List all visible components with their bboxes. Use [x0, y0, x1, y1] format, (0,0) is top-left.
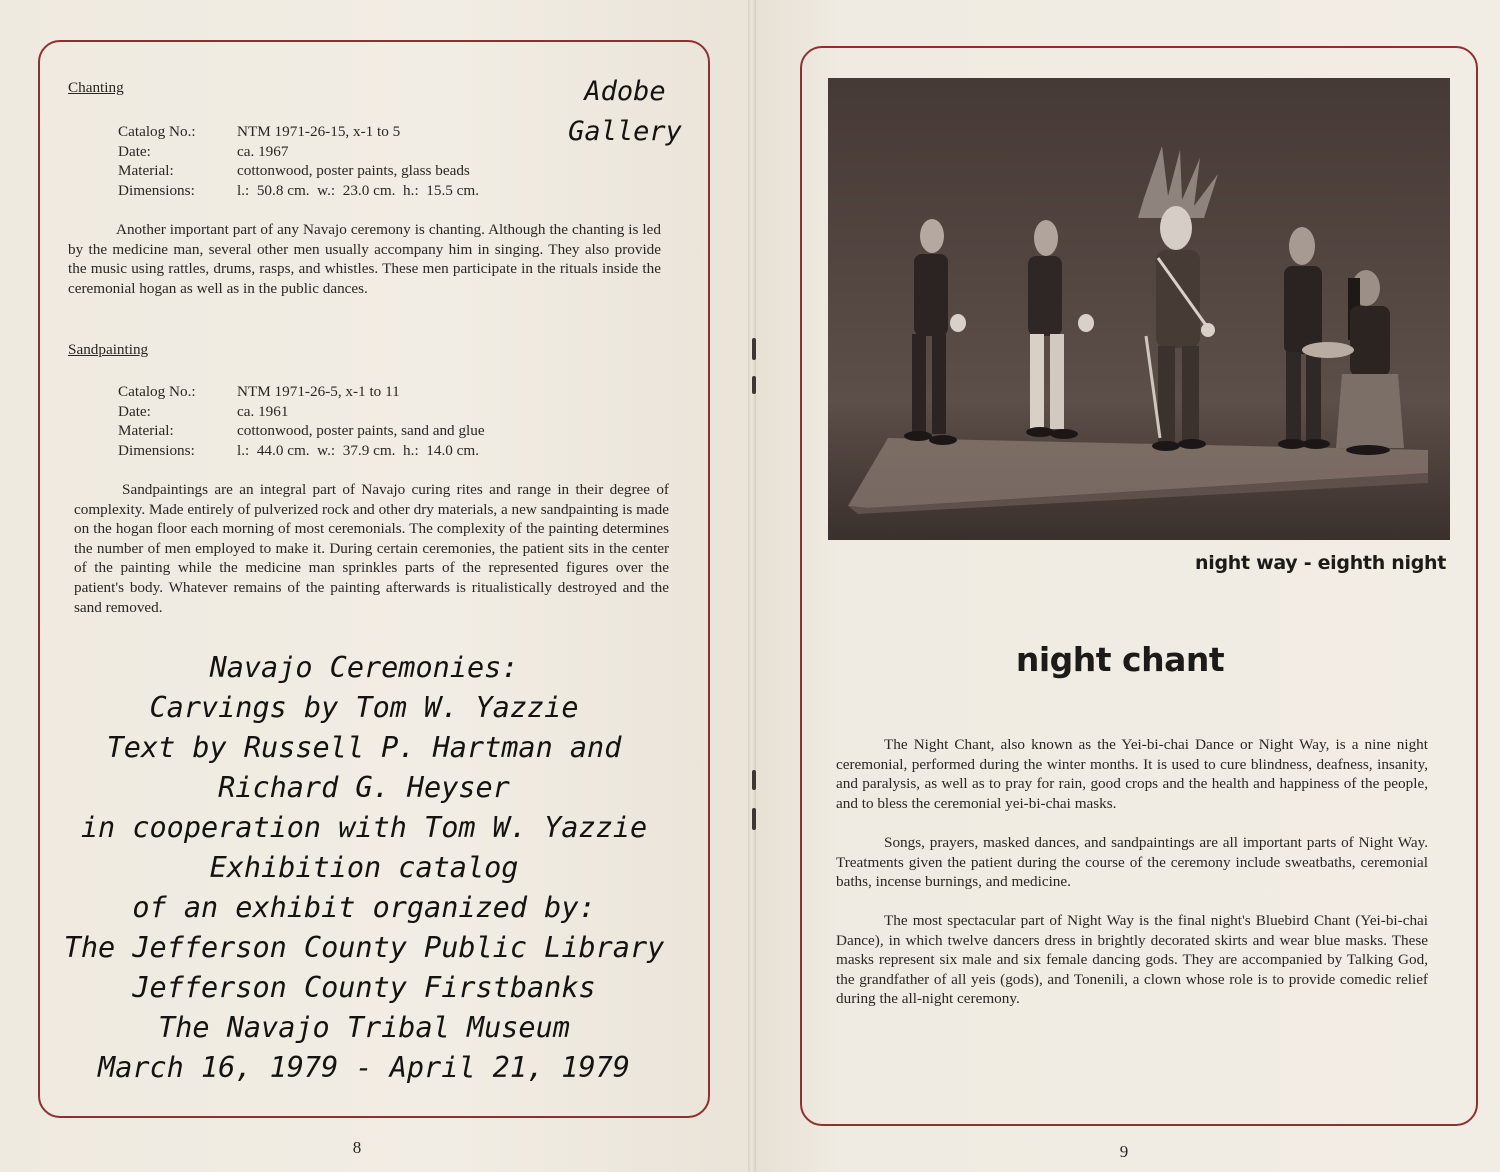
catalog-key: Catalog No.:	[118, 383, 196, 400]
page-number-right: 9	[1119, 1142, 1129, 1161]
catalog-row	[118, 402, 485, 422]
credit-line: March 16, 1979 - April 21, 1979	[98, 1051, 630, 1084]
catalog-row	[118, 382, 485, 402]
gallery-stamp	[560, 72, 690, 152]
staple-bottom-lower	[752, 808, 756, 830]
book-spine	[748, 0, 756, 1172]
photo-caption: night way - eighth night	[1195, 552, 1446, 574]
credit-line: Text by Russell P. Hartman and	[106, 731, 622, 764]
catalog-key: Dimensions:	[118, 181, 195, 199]
stamp-line: Adobe	[584, 76, 666, 107]
catalog-value: ca. 1961	[237, 402, 289, 420]
credit-line: Navajo Ceremonies:	[209, 651, 519, 684]
sandpainting-paragraph: Sandpaintings are an integral part of Navajo curing rites and range in their degree of complexity. Made entirely of pulverized rock and other dry materials, a new sandpainting is made on the hogan floor each morning of most ceremonials. The complexity of the painting determines the number of men employed to make it. During certain ceremonies, the patient sits in the center of the painting while the medicine man sprinkles parts of the represented figures over the patient's body. Whatever remains of the painting afterwards is ritualistically destroyed and the sand removed.	[74, 481, 669, 616]
catalog-row	[118, 441, 485, 461]
catalog-value: cottonwood, poster paints, sand and glue	[237, 422, 485, 440]
catalog-block-chanting	[118, 122, 479, 200]
catalog-value: l.: 50.8 cm. w.: 23.0 cm. h.: 15.5 cm.	[237, 181, 479, 199]
catalog-key: Date:	[118, 402, 151, 420]
catalog-value: l.: 44.0 cm. w.: 37.9 cm. h.: 14.0 cm.	[237, 441, 479, 459]
catalog-value: NTM 1971-26-5, x-1 to 11	[237, 383, 400, 400]
credit-line: in cooperation with Tom W. Yazzie	[80, 811, 648, 844]
staple-bottom	[752, 770, 756, 790]
catalog-key: Catalog No.:	[118, 123, 196, 140]
catalog-key: Date:	[118, 142, 151, 160]
night-chant-paragraph: Songs, prayers, masked dances, and sandpaintings are all important parts of Night Way. Treatments given the patient during the course of the ceremony include sweatbaths, ceremonial baths, incense burnings, and medicine.	[836, 834, 1428, 891]
catalog-block-sandpainting	[118, 382, 485, 460]
credit-line: Richard G. Heyser	[218, 771, 510, 804]
catalog-row	[118, 181, 479, 201]
page-number-left: 8	[352, 1138, 362, 1157]
handwritten-credits	[48, 648, 680, 1088]
chanting-paragraph: Another important part of any Navajo ceremony is chanting. Although the chanting is led by the medicine man, several other men usually accompany him in singing. They also provide the music using rattles, drums, rasps, and whistles. These men participate in the rituals inside the ceremonial hogan as well as in the public dances.	[68, 221, 661, 297]
page-title: night chant	[1015, 640, 1225, 679]
credit-line: Carvings by Tom W. Yazzie	[149, 691, 579, 724]
stamp-line: Gallery	[568, 116, 682, 147]
carvings-photo-image	[828, 78, 1450, 540]
night-chant-paragraph: The most spectacular part of Night Way is the final night's Bluebird Chant (Yei-bi-chai Dance), in which twelve dancers dress in brightly decorated skirts and wear blue masks. These masks represent six male and six female dancing gods. They are accompanied by Talking God, the grandfather of all yeis (gods), and Tonenili, a clown whose role is to provide comedic relief during the all-night ceremony.	[836, 912, 1428, 1008]
catalog-value: NTM 1971-26-15, x-1 to 5	[237, 123, 401, 140]
catalog-key: Dimensions:	[118, 441, 195, 459]
section-heading-chanting: Chanting	[68, 79, 124, 96]
catalog-row	[118, 142, 479, 162]
credit-line: The Jefferson County Public Library	[63, 931, 665, 964]
staple-top	[752, 338, 756, 360]
credit-line: of an exhibit organized by:	[132, 891, 596, 924]
catalog-row	[118, 161, 479, 181]
catalog-key: Material:	[118, 422, 174, 440]
catalog-key: Material:	[118, 162, 174, 180]
catalog-row	[118, 122, 479, 142]
night-chant-paragraph: The Night Chant, also known as the Yei-bi-chai Dance or Night Way, is a nine night ceremonial, performed during the winter months. It is used to cure blindness, deafness, insanity, and paralysis, as well as to pray for rain, good crops and the health and happiness of the people, and to bless the ceremonial yei-bi-chai masks.	[836, 736, 1428, 812]
credit-line: The Navajo Tribal Museum	[158, 1011, 570, 1044]
staple-top-lower	[752, 376, 756, 394]
credit-line: Jefferson County Firstbanks	[132, 971, 596, 1004]
carvings-photograph	[828, 78, 1450, 540]
section-heading-sandpainting: Sandpainting	[68, 341, 149, 358]
catalog-value: cottonwood, poster paints, glass beads	[237, 162, 470, 180]
catalog-row	[118, 421, 485, 441]
credit-line: Exhibition catalog	[209, 851, 519, 884]
catalog-value: ca. 1967	[237, 142, 289, 160]
